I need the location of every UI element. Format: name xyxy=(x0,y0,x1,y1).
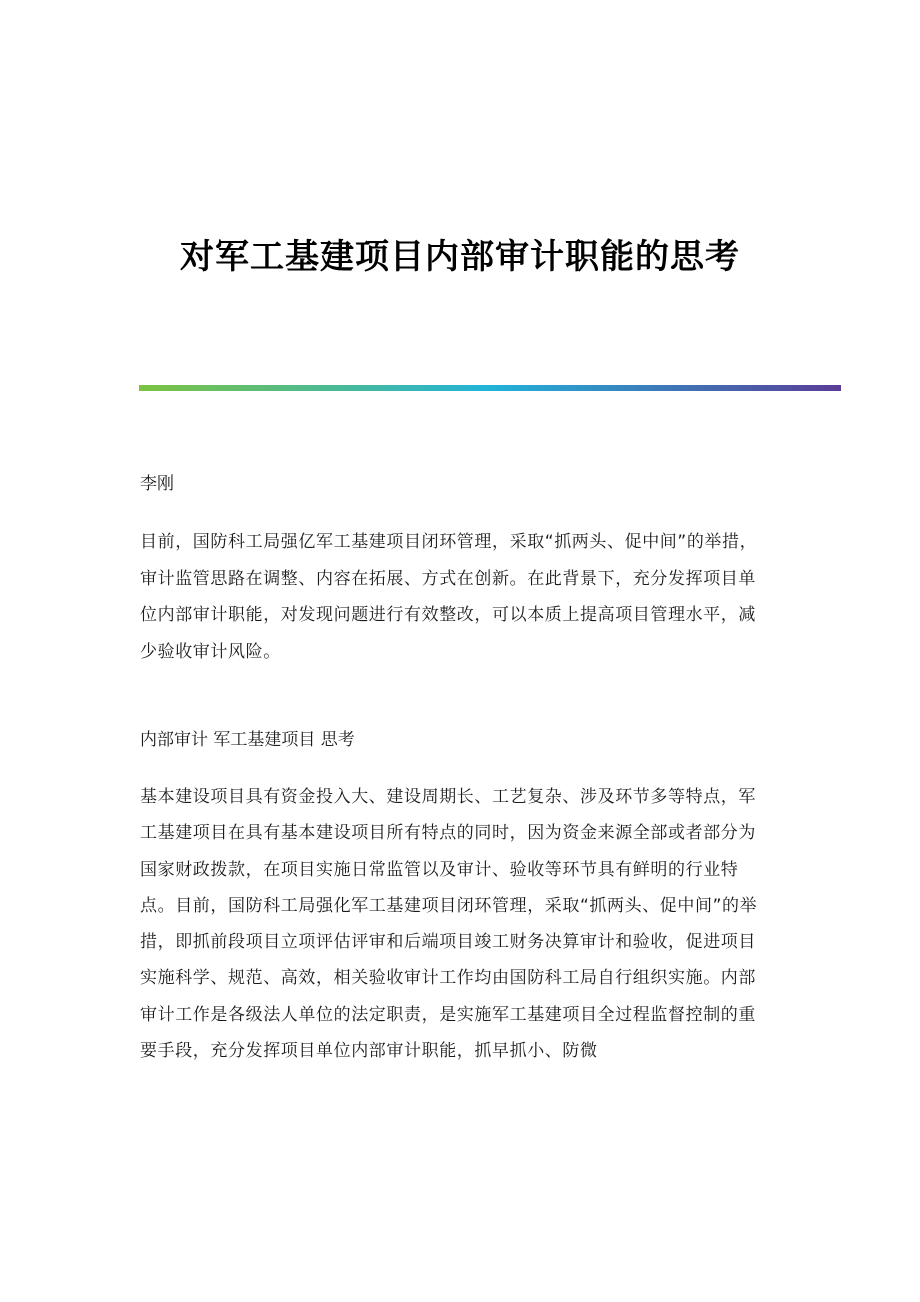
body-paragraph: 基本建设项目具有资金投入大、建设周期长、工艺复杂、涉及环节多等特点，军工基建项目在具有基本建设项目所有特点的同时，因为资金来源全部或者部分为国家财政拨款，在项目实施日常监管以及审计、验收等环节具有鲜明的行业特点。目前，国防科工局强化军工基建项目闭环管理，采取“抓两头、促中间”的举措，即抓前段项目立项评估评审和后端项目竣工财务决算审计和验收，促进项目实施科学、规范、高效，相关验收审计工作均由国防科工局自行组织实施。内部审计工作是各级法人单位的法定职责，是实施军工基建项目全过程监督控制的重要手段，充分发挥项目单位内部审计职能，抓早抓小、防微 xyxy=(140,787,758,1062)
title-divider xyxy=(139,385,841,391)
document-title: 对军工基建项目内部审计职能的思考 xyxy=(180,236,740,277)
author-name: 李刚 xyxy=(140,474,174,494)
abstract-paragraph: 目前，国防科工局强亿军工基建项目闭环管理，采取“抓两头、促中间”的举措，审计监管思路在调整、内容在拓展、方式在创新。在此背景下，充分发挥项目单位内部审计职能，对发现问题进行有效整改，可以本质上提高项目管理水平，减少验收审计风险。 xyxy=(140,532,758,662)
keywords-line: 内部审计 军工基建项目 思考 xyxy=(140,730,355,750)
